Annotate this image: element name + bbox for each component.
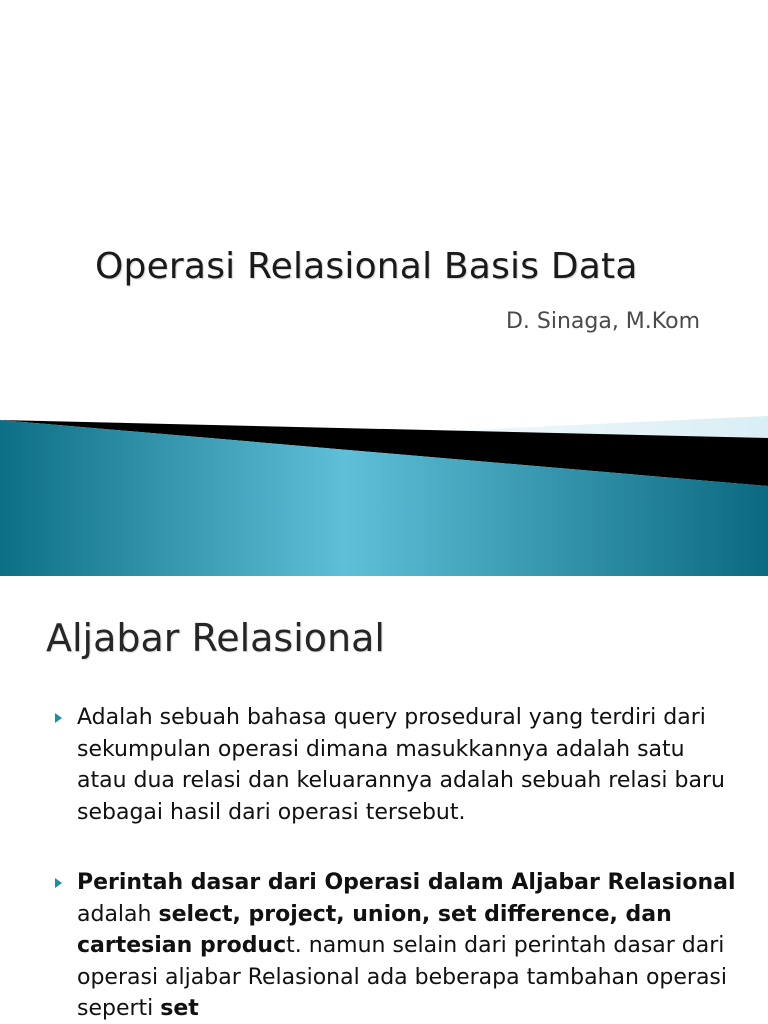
bullet-arrow-icon <box>55 713 62 723</box>
bullet-text: t. namun selain dari perintah dasar dari operasi aljabar Relasional ada beberapa tambahan operasi seperti <box>77 933 728 1021</box>
bullet-item <box>77 702 737 828</box>
slide-subtitle: D. Sinaga, M.Kom <box>505 309 700 334</box>
bullet-arrow-icon <box>55 878 62 888</box>
bullet-bold-text: select, project, union, set difference, dan cartesian produc <box>77 901 672 958</box>
bullet-bold-text: Perintah dasar dari Operasi dalam Aljabar Relasional <box>77 870 736 895</box>
slide-title: Operasi Relasional Basis Data <box>95 246 638 287</box>
content-slide <box>0 576 768 1024</box>
bullet-text: adalah <box>77 901 159 927</box>
slide-heading: Aljabar Relasional <box>46 616 385 660</box>
decorative-band <box>0 410 768 576</box>
bullet-bold-text: set <box>160 996 199 1021</box>
bullet-item <box>77 867 737 1024</box>
bullet-text: Adalah sebuah bahasa query prosedural yang terdiri dari sekumpulan operasi dimana masukkannya adalah satu atau dua relasi dan keluarannya adalah sebuah relasi baru sebagai hasil dari operasi tersebut. <box>77 705 725 825</box>
